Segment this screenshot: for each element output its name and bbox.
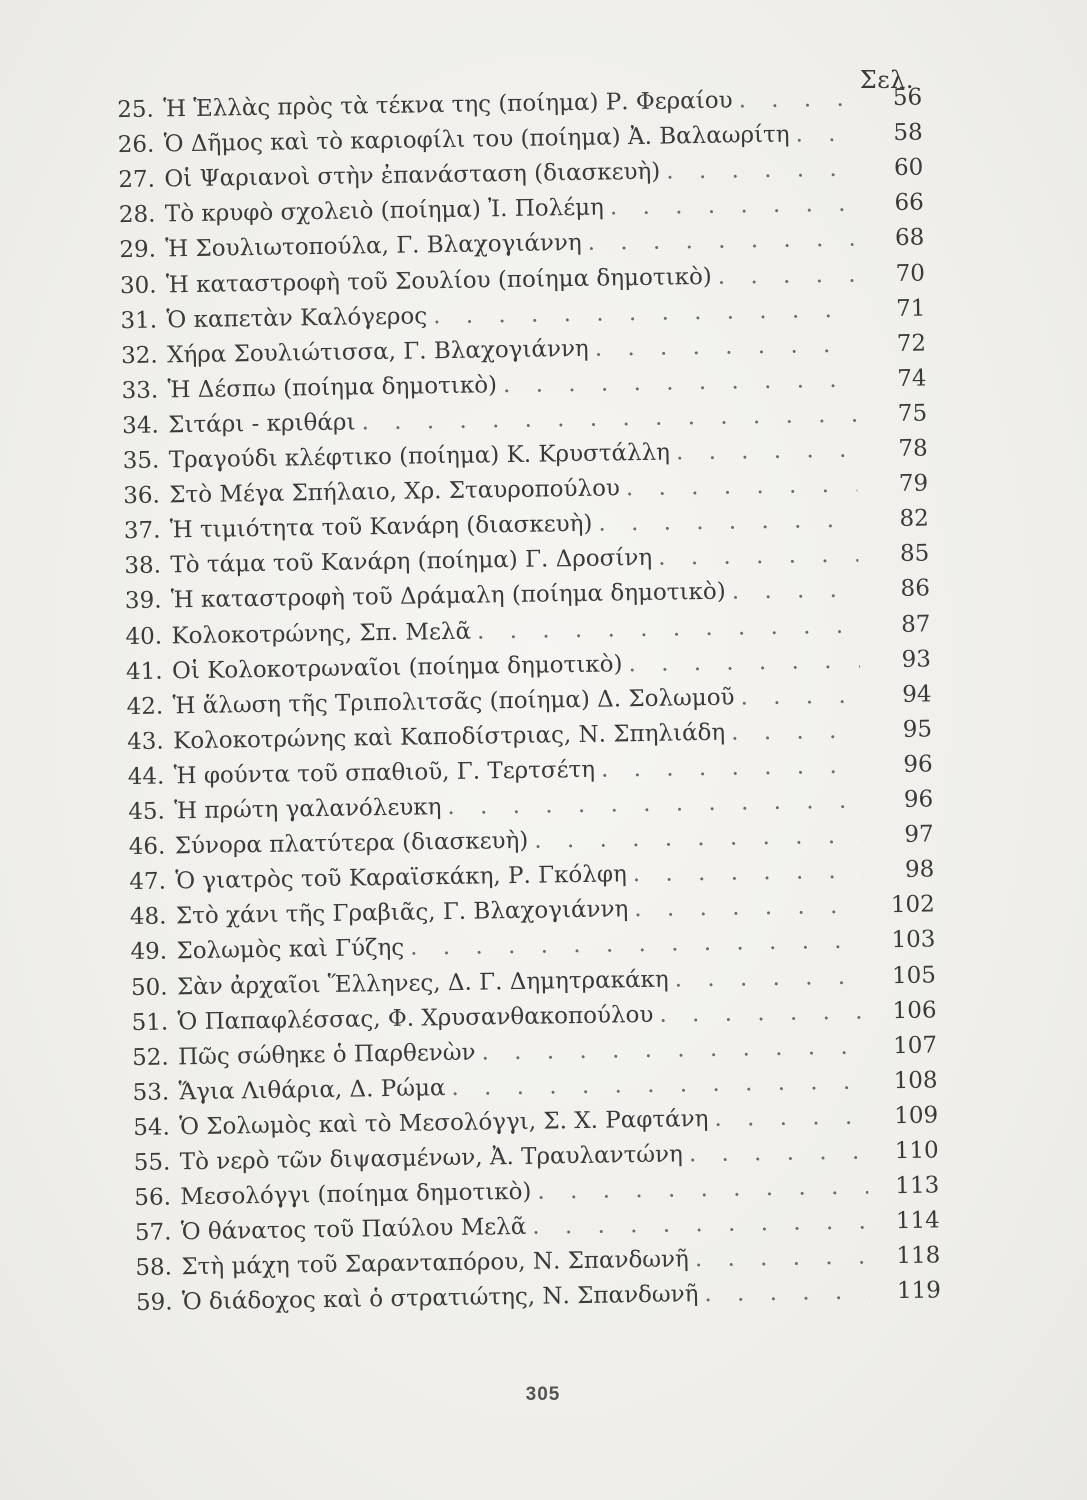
toc-entry-page: 113 xyxy=(895,1172,940,1200)
toc-entry-title: Ὁ γιατρὸς τοῦ Καραϊσκάκη, Ρ. Γκόλφη xyxy=(175,861,627,895)
dot-leader xyxy=(477,609,860,647)
toc-entry-page: 105 xyxy=(891,961,937,989)
toc-entry-title: Χήρα Σουλιώτισσα, Γ. Βλαχογιάννη xyxy=(166,335,589,369)
toc-entry-page: 75 xyxy=(897,400,928,427)
toc-entry-number: 28. xyxy=(118,201,156,229)
toc-entry-page: 98 xyxy=(904,856,935,884)
toc-entry-number: 32. xyxy=(120,342,158,369)
dot-leader xyxy=(532,1206,869,1243)
toc-entry-number: 27. xyxy=(118,166,156,194)
dot-leader xyxy=(714,1100,867,1134)
toc-entry-page: 108 xyxy=(893,1067,938,1094)
dot-leader xyxy=(674,960,865,995)
toc-entry-page: 68 xyxy=(894,224,925,252)
dot-leader xyxy=(689,1136,868,1171)
dot-leader xyxy=(704,1276,870,1311)
toc-entry-title: Τὸ τάμα τοῦ Κανάρη (ποίημα) Γ. Δροσίνη xyxy=(170,545,653,579)
toc-entry-page: 85 xyxy=(899,540,930,568)
toc-entry-page: 96 xyxy=(903,751,933,778)
toc-entry-title: Κολοκοτρώνης καὶ Καποδίστριας, Ν. Σπηλιάδη xyxy=(172,719,726,755)
toc-entry-number: 52. xyxy=(131,1044,169,1071)
dot-leader xyxy=(598,504,858,540)
toc-entry-page: 86 xyxy=(900,575,931,603)
dot-leader xyxy=(447,785,862,824)
dot-leader xyxy=(731,574,859,608)
toc-entry-title: Ἡ πρώτη γαλανόλευκη xyxy=(174,794,442,825)
toc-entry-number: 45. xyxy=(128,798,166,826)
toc-entry-title: Ἡ Σουλιωτοπούλα, Γ. Βλαχογιάννη xyxy=(165,230,582,263)
toc-entry-number: 36. xyxy=(123,482,161,510)
toc-entry-page: 71 xyxy=(895,295,926,322)
toc-entry-page: 97 xyxy=(904,821,934,848)
toc-entry-title: Ὁ Παπαφλέσσας, Φ. Χρυσανθακοπούλου xyxy=(177,1001,654,1035)
toc-entry-page: 79 xyxy=(898,470,929,498)
toc-entry-number: 54. xyxy=(133,1114,171,1141)
toc-entry-number: 49. xyxy=(130,938,168,966)
dot-leader xyxy=(537,1171,868,1208)
toc-entry-number: 47. xyxy=(129,868,167,896)
toc-entry-page: 60 xyxy=(893,154,924,182)
toc-entry-number: 30. xyxy=(119,272,157,299)
toc-entry-number: 35. xyxy=(122,447,160,475)
toc-entry-title: Σύνορα πλατύτερα (διασκευὴ) xyxy=(174,827,529,860)
toc-entry-title: Τραγούδι κλέφτικο (ποίημα) Κ. Κρυστάλλη xyxy=(168,439,671,474)
dot-leader xyxy=(594,328,855,364)
toc-entry-number: 38. xyxy=(124,552,162,580)
page-column-header: Σελ. xyxy=(859,66,914,94)
dot-leader xyxy=(695,1241,870,1276)
toc-entry-title: Πῶς σώθηκε ὁ Παρθενὼν xyxy=(177,1039,476,1071)
toc-entry-number: 26. xyxy=(117,131,155,159)
toc-entry-title: Σιτάρι - κριθάρι xyxy=(167,409,356,439)
toc-entry-page: 94 xyxy=(902,681,932,708)
toc-entry-number: 46. xyxy=(128,833,166,861)
toc-entry-title: Ἡ Ἑλλὰς πρὸς τὰ τέκνα της (ποίημα) Ρ. Φεραίου xyxy=(163,87,733,123)
toc-entry-page: 78 xyxy=(898,435,928,462)
toc-entry-title-line xyxy=(182,1276,870,1319)
toc-entry-number: 59. xyxy=(135,1289,173,1317)
toc-entry-page: 66 xyxy=(894,189,924,217)
toc-entry-title: Ἡ Δέσπω (ποίημα δημοτικὸ) xyxy=(167,372,498,404)
toc-entry-page: 93 xyxy=(901,646,932,673)
toc-entry-title: Οἱ Κολοκοτρωναῖοι (ποίημα δημοτικὸ) xyxy=(171,650,623,684)
toc-entry-number: 40. xyxy=(125,623,163,650)
toc-entry-title: Ὁ Δῆμος καὶ τὸ καριοφίλι του (ποίημα) Ἀ. Βαλαωρίτη xyxy=(163,121,790,158)
toc-entry-page: 109 xyxy=(894,1102,939,1129)
toc-entry-page: 95 xyxy=(902,716,933,743)
toc-entry-number: 37. xyxy=(123,517,161,545)
toc-entry-title: Σολωμὸς καὶ Γύζης xyxy=(176,935,405,965)
toc-entry-page: 119 xyxy=(896,1277,942,1305)
dot-leader xyxy=(601,749,862,785)
dot-leader xyxy=(587,223,853,259)
dot-leader xyxy=(659,995,866,1030)
toc-entry-page: 72 xyxy=(896,330,927,357)
toc-entry-number: 53. xyxy=(132,1079,170,1106)
dot-leader xyxy=(628,644,860,680)
dot-leader xyxy=(718,258,855,292)
dot-leader xyxy=(634,890,864,926)
toc-entry-number: 44. xyxy=(127,763,165,790)
dot-leader xyxy=(795,118,852,151)
dot-leader xyxy=(410,925,865,964)
dot-leader xyxy=(666,153,853,188)
toc-entry-page: 82 xyxy=(899,505,929,533)
dot-leader xyxy=(361,398,856,438)
dot-leader xyxy=(534,820,863,857)
toc-entry-title: Ἅγια Λιθάρια, Δ. Ρώμα xyxy=(178,1074,446,1106)
dot-leader xyxy=(451,1065,867,1104)
toc-entry-title: Ὁ Σολωμὸς καὶ τὸ Μεσολόγγι, Σ. Χ. Ραφτάνη xyxy=(179,1105,709,1141)
toc-entry-page: 102 xyxy=(890,891,936,919)
toc-entry-title: Μεσολόγγι (ποίημα δημοτικὸ) xyxy=(180,1178,532,1211)
toc-entry-number: 39. xyxy=(124,587,162,615)
toc-entry-number: 51. xyxy=(131,1009,169,1036)
toc-entry-title: Ἡ καταστροφὴ τοῦ Σουλίου (ποίημα δημοτικὸ) xyxy=(165,263,712,298)
dot-leader xyxy=(738,83,851,117)
toc-entry-page: 58 xyxy=(893,119,923,147)
toc-entry-page: 118 xyxy=(896,1242,941,1270)
dot-leader xyxy=(610,188,853,224)
toc-entry-title: Ὁ διάδοχος καὶ ὁ στρατιώτης, Ν. Σπανδωνῆ xyxy=(181,1281,699,1316)
toc-entry-page: 107 xyxy=(892,1032,938,1059)
dot-leader xyxy=(740,679,860,713)
table-of-contents xyxy=(0,79,1087,1317)
page-number: 305 xyxy=(525,1384,561,1405)
dot-leader xyxy=(658,539,859,574)
toc-entry-number: 34. xyxy=(121,412,159,440)
toc-entry-title: Κολοκοτρώνης, Σπ. Μελᾶ xyxy=(171,618,472,649)
toc-entry-title: Στὸ Μέγα Σπήλαιο, Χρ. Σταυροπούλου xyxy=(169,475,621,509)
toc-entry-title: Τὸ κρυφὸ σχολειὸ (ποίημα) Ἰ. Πολέμη xyxy=(164,194,605,228)
toc-entry-title: Οἱ Ψαριανοὶ στὴν ἐπανάσταση (διασκευὴ) xyxy=(164,158,661,193)
toc-entry-number: 56. xyxy=(134,1184,172,1212)
dot-leader xyxy=(626,469,858,505)
toc-entry-number: 55. xyxy=(133,1149,171,1177)
toc-entry-title: Ἡ τιμιότητα τοῦ Κανάρη (διασκευὴ) xyxy=(169,510,593,544)
toc-entry-page: 103 xyxy=(891,926,936,954)
toc-entry-number: 33. xyxy=(121,377,159,404)
toc-entry-title: Ὁ θάνατος τοῦ Παύλου Μελᾶ xyxy=(180,1214,527,1246)
dot-leader xyxy=(676,434,857,469)
toc-entry-number: 50. xyxy=(130,973,168,1001)
toc-entry-page: 56 xyxy=(892,84,923,111)
toc-entry-number: 58. xyxy=(135,1254,173,1282)
toc-entry-title: Στὴ μάχη τοῦ Σαρανταπόρου, Ν. Σπανδωνῆ xyxy=(181,1246,690,1281)
toc-entry-number: 48. xyxy=(129,903,167,931)
dot-leader xyxy=(481,1030,866,1068)
toc-entry-number: 57. xyxy=(134,1219,172,1247)
toc-entry-title: Ἡ φούντα τοῦ σπαθιοῦ, Γ. Τερτσέτη xyxy=(173,756,596,790)
toc-entry-number: 42. xyxy=(126,693,164,720)
toc-entry-title: Σὰν ἀρχαῖοι Ἕλληνες, Δ. Γ. Δημητρακάκη xyxy=(176,966,669,1000)
dot-leader xyxy=(433,293,855,332)
toc-entry-page: 106 xyxy=(892,996,937,1024)
toc-entry-page: 96 xyxy=(903,786,934,813)
toc-entry-title: Ἡ καταστροφὴ τοῦ Δράμαλη (ποίημα δημοτικὸ) xyxy=(170,579,726,614)
dot-leader xyxy=(632,855,863,891)
toc-entry-number: 41. xyxy=(125,658,163,685)
toc-entry-page: 70 xyxy=(895,259,926,287)
toc-entry-number: 25. xyxy=(117,96,155,124)
toc-entry-title: Ἡ ἅλωση τῆς Τριπολιτσᾶς (ποίημα) Δ. Σολωμοῦ xyxy=(172,684,735,720)
toc-entry-number: 43. xyxy=(126,728,164,755)
toc-entry-page: 74 xyxy=(897,365,927,392)
toc-entry-page: 114 xyxy=(895,1207,940,1235)
toc-entry-page: 110 xyxy=(894,1137,939,1165)
dot-leader xyxy=(503,363,856,401)
toc-entry-title: Ὁ καπετὰν Καλόγερος xyxy=(166,302,428,334)
toc-entry-title: Τὸ νερὸ τῶν διψασμένων, Ἀ. Τραυλαντώνη xyxy=(179,1141,684,1176)
toc-entry-page: 87 xyxy=(900,610,931,638)
dot-leader xyxy=(731,714,861,748)
toc-entry-number: 29. xyxy=(119,236,157,264)
toc-entry-number: 31. xyxy=(120,307,158,334)
toc-entry-title: Στὸ χάνι τῆς Γραβιᾶς, Γ. Βλαχογιάννη xyxy=(175,896,629,930)
